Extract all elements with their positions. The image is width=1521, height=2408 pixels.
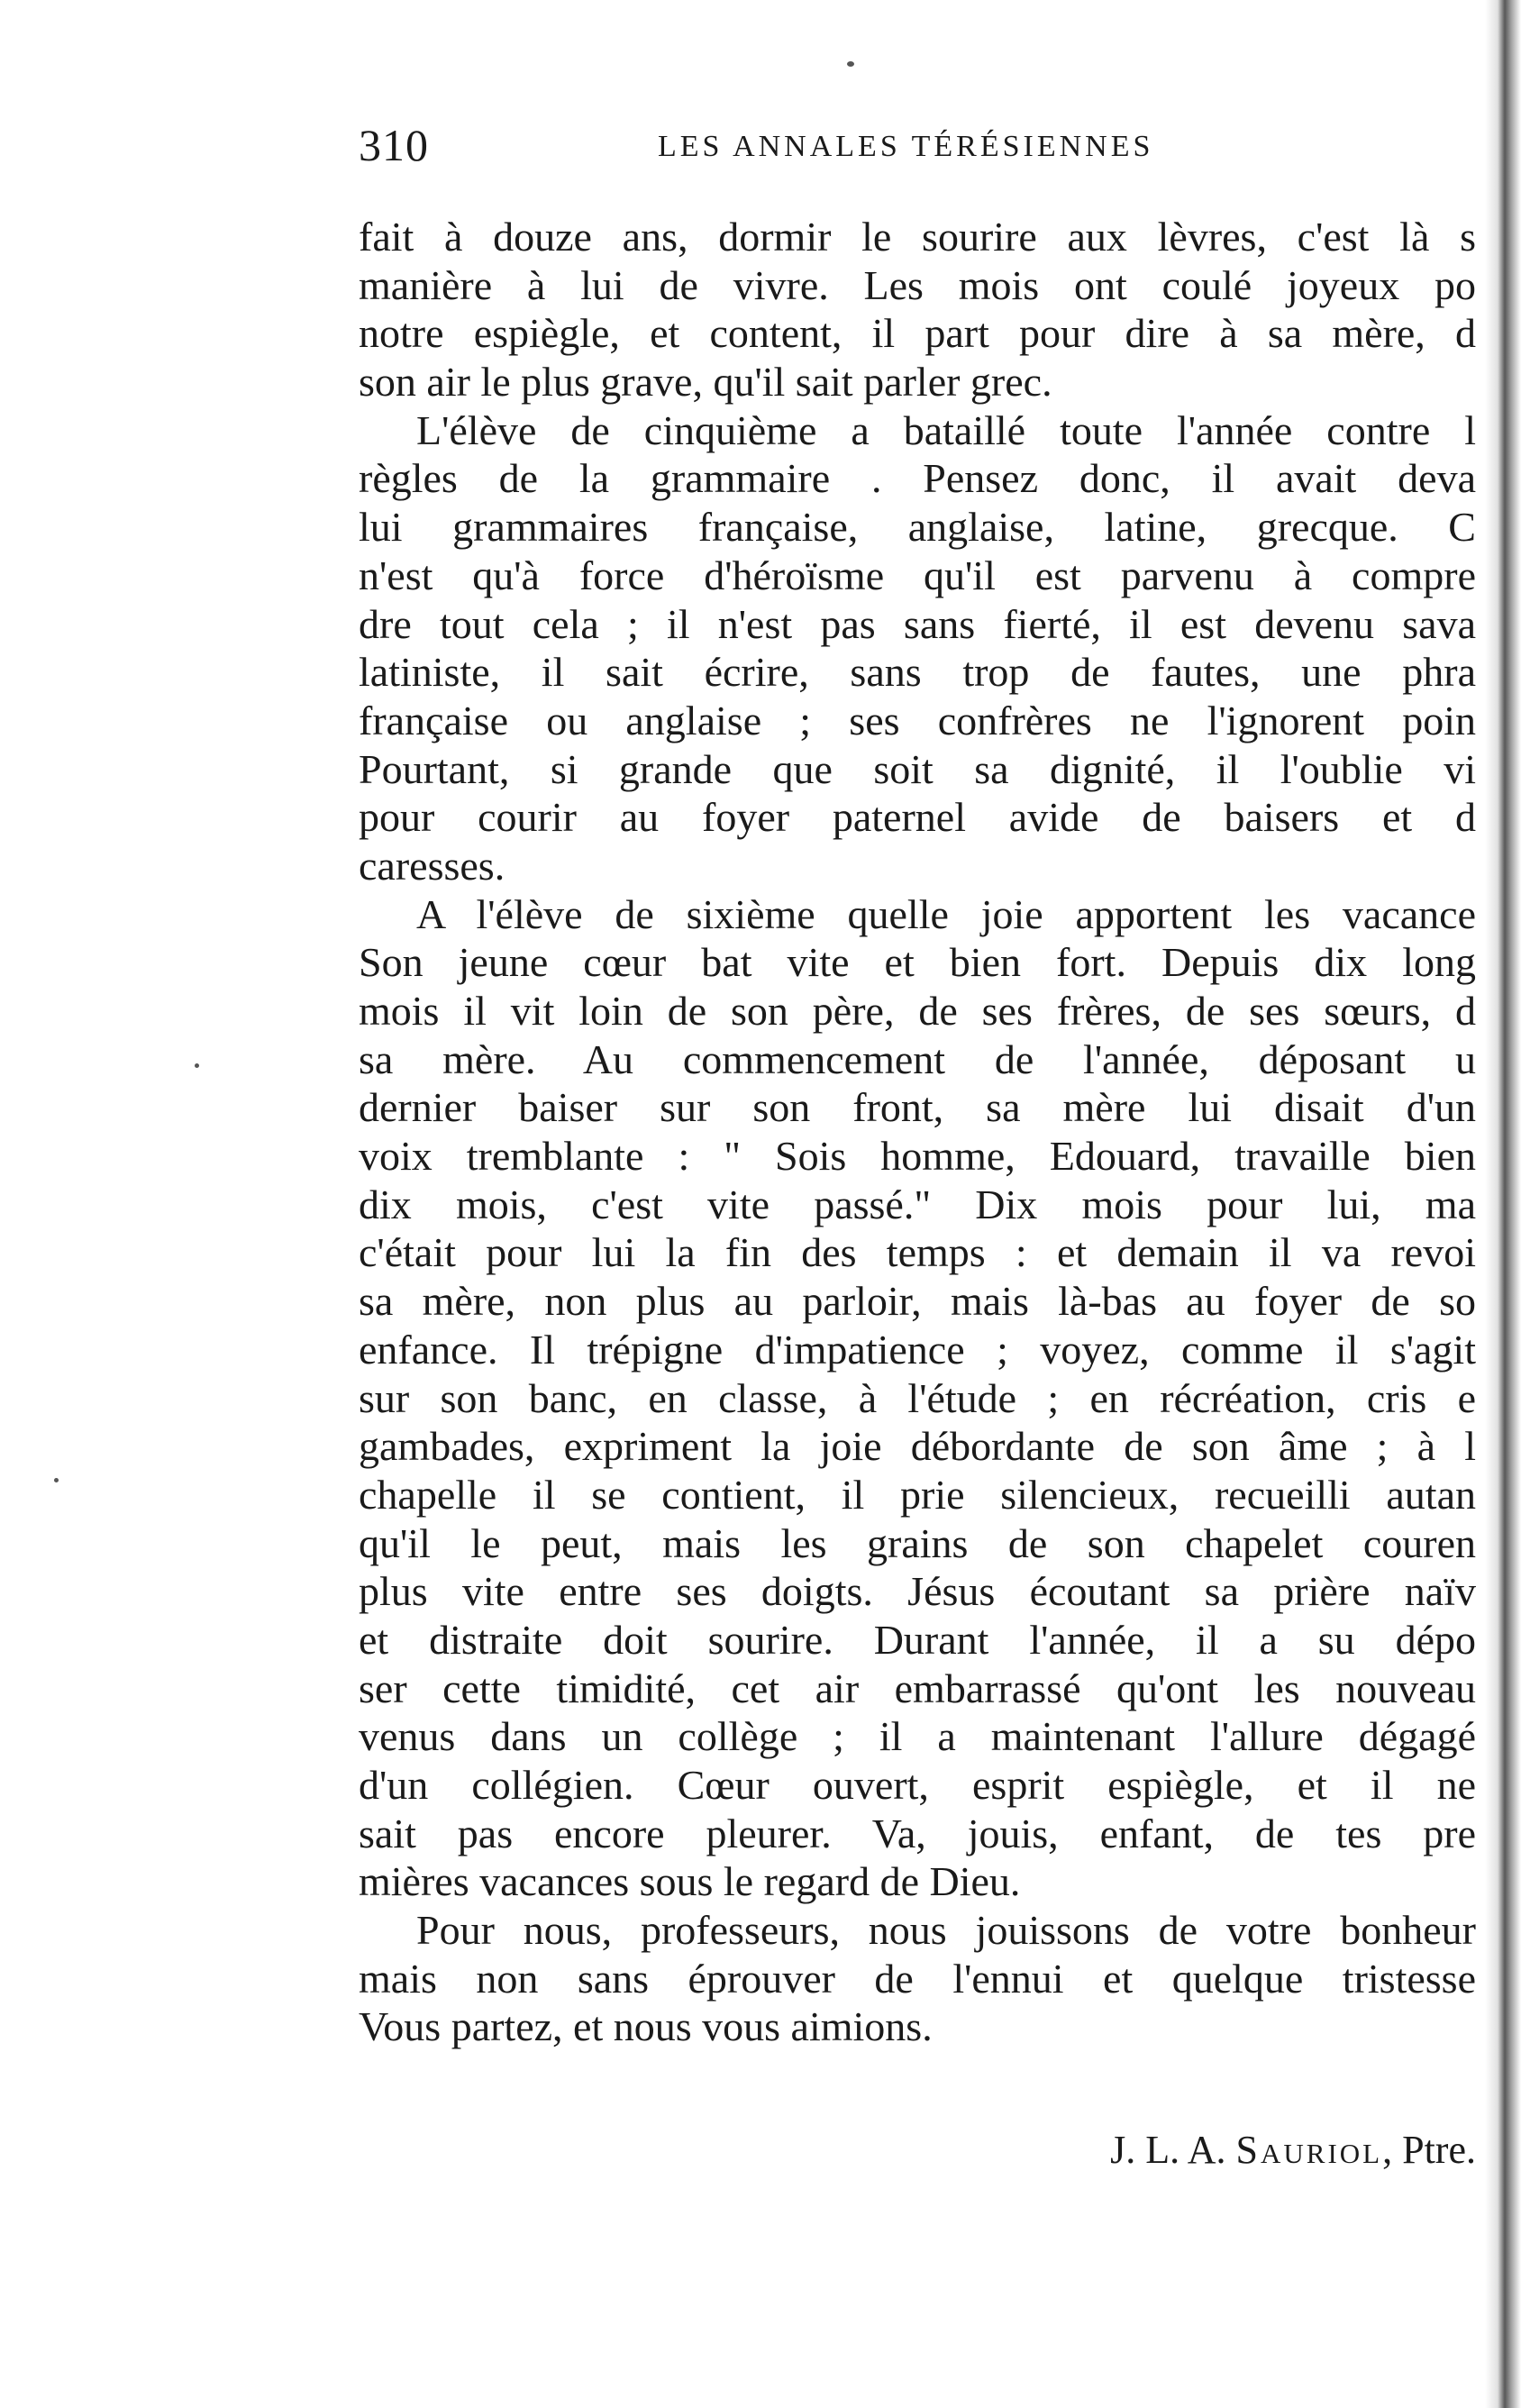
ink-speck [54,1478,59,1482]
signature-initials: J. L. A. [1110,2128,1226,2172]
text-line: mais non sans éprouver de l'ennui et quelque tristesse [359,1955,1476,2002]
text-line: ser cette timidité, cet air embarrassé qu'ont les nouveau [359,1665,1476,1711]
text-line: latiniste, il sait écrire, sans trop de fautes, une phra [359,649,1476,696]
text-line: plus vite entre ses doigts. Jésus écoutant sa prière naïv [359,1568,1476,1615]
text-line: sait pas encore pleurer. Va, jouis, enfant, de tes pre [359,1810,1476,1856]
text-line: d'un collégien. Cœur ouvert, esprit espiègle, et il ne [359,1762,1476,1808]
text-line: française ou anglaise ; ses confrères ne l'ignorent poin [359,697,1476,743]
body-text [359,213,1476,2051]
text-line: sur son banc, en classe, à l'étude ; en récréation, cris e [359,1374,1476,1421]
text-line: voix tremblante : " Sois homme, Edouard, travaille bien [359,1133,1476,1180]
text-line: pour courir au foyer paternel avide de baisers et d [359,794,1476,841]
text-line: mières vacances sous le regard de Dieu. [359,1858,1021,1905]
text-line: notre espiègle, et content, il part pour dire à sa mère, d [359,310,1476,357]
text-line: dernier baiser sur son front, sa mère lui disait d'un [359,1084,1476,1131]
text-line: règles de la grammaire . Pensez donc, il avait deva [359,455,1476,502]
text-line: qu'il le peut, mais les grains de son chapelet couren [359,1519,1476,1566]
text-line: sa mère, non plus au parloir, mais là-bas au foyer de so [359,1278,1476,1325]
ink-speck [847,61,854,67]
signature-name: Sauriol [1235,2128,1383,2172]
text-line: Pourtant, si grande que soit sa dignité, il l'oublie vi [359,745,1476,792]
text-line: mois il vit loin de son père, de ses frères, de ses sœurs, d [359,988,1476,1034]
text-line: dix mois, c'est vite passé." Dix mois pour lui, ma [359,1181,1476,1227]
text-line: et distraite doit sourire. Durant l'année, il a su dépo [359,1616,1476,1663]
ink-speck [195,1063,199,1068]
text-line: Vous partez, et nous vous aimions. [359,2003,933,2050]
text-line: lui grammaires française, anglaise, latine, grecque. C [359,504,1476,551]
page-gutter-edge [1485,0,1521,2408]
text-line: A l'élève de sixième quelle joie apportent les vacance [416,890,1476,937]
text-line: n'est qu'à force d'héroïsme qu'il est parvenu à compre [359,552,1476,598]
text-line: Son jeune cœur bat vite et bien fort. Depuis dix long [359,939,1476,986]
running-title: LES ANNALES TÉRÉSIENNES [658,130,1154,163]
text-line: son air le plus grave, qu'il sait parler grec. [359,359,1052,406]
text-line: enfance. Il trépigne d'impatience ; voyez, comme il s'agit [359,1326,1476,1373]
text-line: caresses. [359,842,505,889]
page-number: 310 [359,120,429,170]
text-line: manière à lui de vivre. Les mois ont coulé joyeux po [359,261,1476,308]
text-line: venus dans un collège ; il a maintenant l'allure dégagé [359,1713,1476,1760]
page-header [359,119,1467,173]
signature-title: , Ptre. [1382,2128,1476,2172]
text-line: gambades, expriment la joie débordante de son âme ; à l [359,1423,1476,1470]
signature [953,2127,1476,2173]
text-line: fait à douze ans, dormir le sourire aux lèvres, c'est là s [359,214,1476,260]
text-line: chapelle il se contient, il prie silencieux, recueilli autan [359,1471,1476,1518]
text-line: c'était pour lui la fin des temps : et demain il va revoi [359,1229,1476,1276]
text-line: sa mère. Au commencement de l'année, déposant u [359,1035,1476,1082]
text-line: Pour nous, professeurs, nous jouissons de votre bonheur [416,1907,1476,1954]
text-line: dre tout cela ; il n'est pas sans fierté, il est devenu sava [359,600,1476,647]
text-line: L'élève de cinquième a bataillé toute l'année contre l [416,406,1476,453]
